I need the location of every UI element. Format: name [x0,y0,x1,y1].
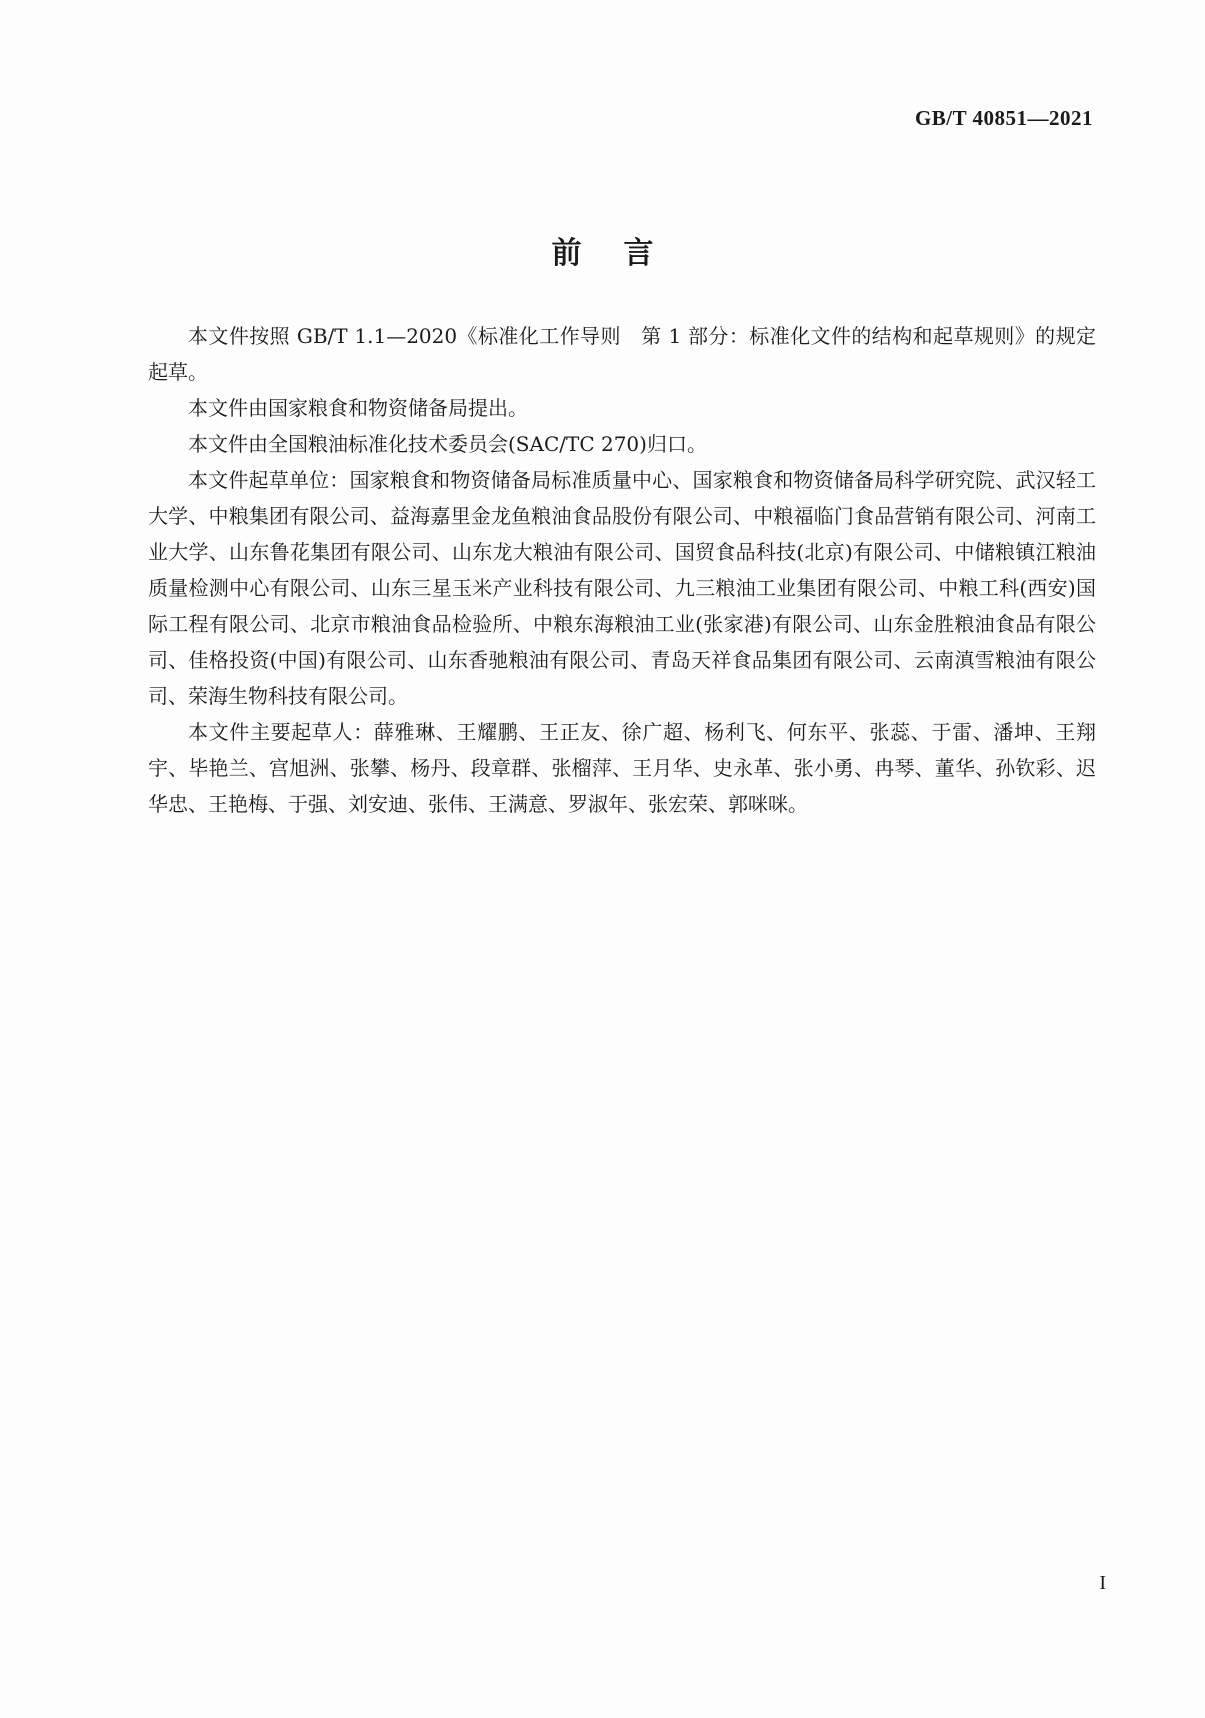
preface-body [148,318,1096,822]
page-title: 前言 [551,236,696,271]
page-number: I [1099,1572,1106,1594]
standard-number: GB/T 40851—2021 [914,106,1093,130]
paragraph-drafting-rules: 本文件按照 GB/T 1.1—2020《标准化工作导则 第 1 部分：标准化文件的结构和起草规则》的规定起草。 [148,324,1096,384]
paragraph-committee: 本文件由全国粮油标准化技术委员会(SAC/TC 270)归口。 [188,432,707,456]
paragraph-drafters: 本文件主要起草人：薛雅琳、王耀鹏、王正友、徐广超、杨利飞、何东平、张蕊、于雷、潘坤、王翔宇、毕艳兰、宫旭洲、张攀、杨丹、段章群、张榴萍、王月华、史永革、张小勇、冉琴、董华、孙钦彩、迟华忠、王艳梅、于强、刘安迪、张伟、王满意、罗淑年、张宏荣、郭咪咪。 [148,720,1096,816]
paragraph-drafting-units: 本文件起草单位：国家粮食和物资储备局标准质量中心、国家粮食和物资储备局科学研究院、武汉轻工大学、中粮集团有限公司、益海嘉里金龙鱼粮油食品股份有限公司、中粮福临门食品营销有限公司、河南工业大学、山东鲁花集团有限公司、山东龙大粮油有限公司、国贸食品科技(北京)有限公司、中储粮镇江粮油质量检测中心有限公司、山东三星玉米产业科技有限公司、九三粮油工业集团有限公司、中粮工科(西安)国际工程有限公司、北京市粮油食品检验所、中粮东海粮油工业(张家港)有限公司、山东金胜粮油食品有限公司、佳格投资(中国)有限公司、山东香驰粮油有限公司、青岛天祥食品集团有限公司、云南滇雪粮油有限公司、荣海生物科技有限公司。 [148,468,1096,708]
paragraph-proposer: 本文件由国家粮食和物资储备局提出。 [188,396,528,420]
